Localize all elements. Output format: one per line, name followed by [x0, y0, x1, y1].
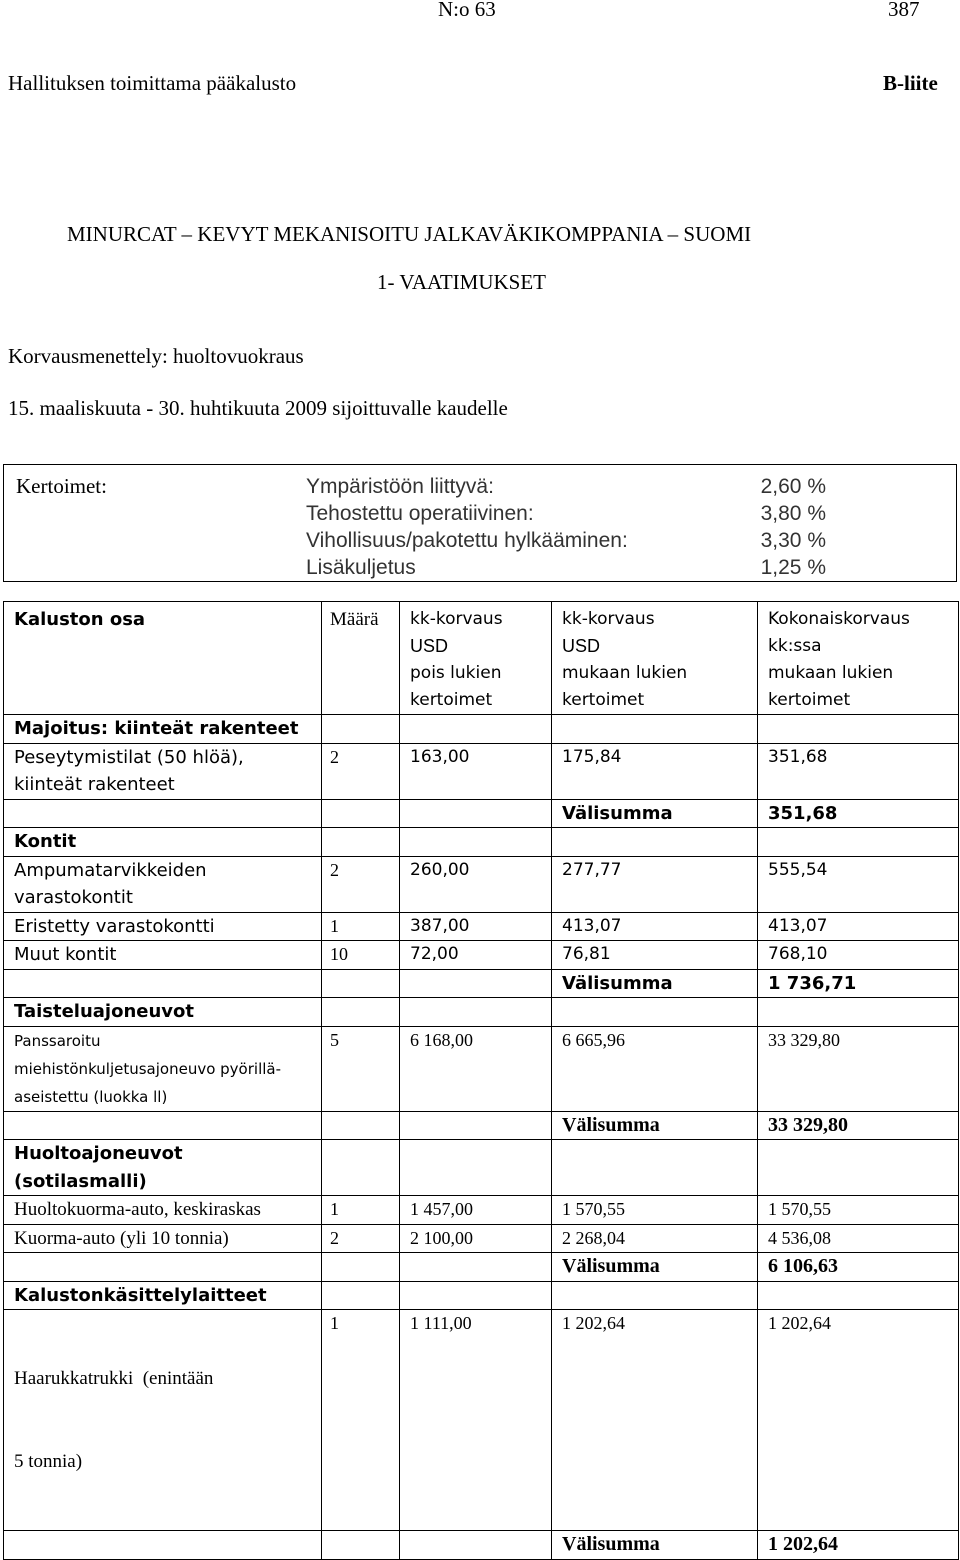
table-row	[4, 1224, 959, 1253]
item-rate: 387,00	[400, 912, 552, 941]
subtotal-label: Välisumma	[552, 1253, 758, 1282]
subtotal-label: Välisumma	[552, 969, 758, 998]
header-qty: Määrä	[322, 602, 400, 715]
item-total: 555,54	[758, 856, 959, 912]
item-total: 1 570,55	[758, 1196, 959, 1225]
item-rate: 6 168,00	[400, 1026, 552, 1111]
item-name: Peseytymistilat (50 hlöä), kiinteät rakenteet	[4, 743, 322, 799]
factors-table	[3, 464, 957, 582]
section-row	[4, 1281, 959, 1310]
item-qty: 2	[322, 743, 400, 799]
table-row	[4, 856, 959, 912]
item-qty: 1	[322, 1310, 400, 1531]
item-rate-incl: 76,81	[552, 941, 758, 970]
item-rate: 2 100,00	[400, 1224, 552, 1253]
subtotal-value: 6 106,63	[758, 1253, 959, 1282]
table-row	[4, 1196, 959, 1225]
header-rate-excl: kk-korvaus USD pois lukien kertoimet	[400, 602, 552, 715]
item-name: Muut kontit	[4, 941, 322, 970]
item-rate-incl: 1 202,64	[552, 1310, 758, 1531]
table-row	[4, 1026, 959, 1111]
subtotal-row	[4, 1531, 959, 1560]
item-total: 1 202,64	[758, 1310, 959, 1531]
table-row	[4, 941, 959, 970]
section-row	[4, 1140, 959, 1196]
table-row	[4, 912, 959, 941]
subtotal-value: 33 329,80	[758, 1111, 959, 1140]
document-number: N:o 63	[438, 0, 496, 21]
equipment-table	[3, 601, 959, 1560]
item-name: Eristetty varastokontti	[4, 912, 322, 941]
item-qty: 1	[322, 1196, 400, 1225]
section-title: Taisteluajoneuvot	[4, 998, 322, 1027]
factor-value: 3,80 %	[760, 502, 826, 525]
subtotal-row	[4, 1253, 959, 1282]
item-rate-incl: 6 665,96	[552, 1026, 758, 1111]
table-row	[4, 1310, 959, 1531]
factor-value: 2,60 %	[760, 475, 826, 498]
factor-value: 1,25 %	[760, 556, 826, 579]
table-row	[4, 743, 959, 799]
header-part: Kaluston osa	[4, 602, 322, 715]
header-rate-incl: kk-korvaus USD mukaan lukien kertoimet	[552, 602, 758, 715]
subtotal-row	[4, 969, 959, 998]
item-qty: 1	[322, 912, 400, 941]
item-rate: 260,00	[400, 856, 552, 912]
section-title: Huoltoajoneuvot (sotilasmalli)	[4, 1140, 322, 1196]
period-line: 15. maaliskuuta - 30. huhtikuuta 2009 sijoittuvalle kaudelle	[8, 396, 508, 420]
item-rate-incl: 175,84	[552, 743, 758, 799]
item-qty: 10	[322, 941, 400, 970]
factors-label: Kertoimet:	[16, 474, 107, 498]
item-rate: 72,00	[400, 941, 552, 970]
subtotal-label: Välisumma	[552, 1111, 758, 1140]
subtotal-value: 1 736,71	[758, 969, 959, 998]
item-rate: 163,00	[400, 743, 552, 799]
item-total: 33 329,80	[758, 1026, 959, 1111]
item-qty: 5	[322, 1026, 400, 1111]
subtotal-row	[4, 1111, 959, 1140]
factor-name: Ympäristöön liittyvä:	[306, 475, 494, 498]
subtotal-row	[4, 799, 959, 828]
item-name: Kuorma-auto (yli 10 tonnia)	[4, 1224, 322, 1253]
item-rate-incl: 1 570,55	[552, 1196, 758, 1225]
item-qty: 2	[322, 856, 400, 912]
appendix-label: B-liite	[883, 71, 938, 95]
header-total: Kokonaiskorvaus kk:ssa mukaan lukien kertoimet	[758, 602, 959, 715]
section-row	[4, 828, 959, 857]
section-row	[4, 998, 959, 1027]
publisher-line: Hallituksen toimittama pääkalusto	[8, 71, 297, 95]
section-title: Kalustonkäsittelylaitteet	[4, 1281, 322, 1310]
subtotal-value: 1 202,64	[758, 1531, 959, 1560]
item-name: Huoltokuorma-auto, keskiraskas	[4, 1196, 322, 1225]
item-total: 351,68	[758, 743, 959, 799]
item-rate-incl: 2 268,04	[552, 1224, 758, 1253]
table-header-row	[4, 602, 959, 715]
item-total: 768,10	[758, 941, 959, 970]
section-title: Kontit	[4, 828, 322, 857]
item-rate-incl: 413,07	[552, 912, 758, 941]
section-title: Majoitus: kiinteät rakenteet	[4, 715, 322, 744]
factor-name: Vihollisuus/pakotettu hylkääminen:	[306, 529, 628, 552]
subtotal-value: 351,68	[758, 799, 959, 828]
subtotal-label: Välisumma	[552, 1531, 758, 1560]
item-name: Panssaroitu miehistönkuljetusajoneuvo pyörillä- aseistettu (luokka ll)	[4, 1026, 322, 1111]
item-total: 413,07	[758, 912, 959, 941]
section-heading: 1- VAATIMUKSET	[377, 270, 546, 294]
item-rate: 1 111,00	[400, 1310, 552, 1531]
item-rate: 1 457,00	[400, 1196, 552, 1225]
factor-name: Tehostettu operatiivinen:	[306, 502, 534, 525]
compensation-method: Korvausmenettely: huoltovuokraus	[8, 344, 304, 368]
section-row	[4, 715, 959, 744]
item-total: 4 536,08	[758, 1224, 959, 1253]
item-name: Haarukkatrukki (enintään 5 tonnia)	[4, 1310, 322, 1531]
factor-name: Lisäkuljetus	[306, 556, 416, 579]
document-title: MINURCAT – KEVYT MEKANISOITU JALKAVÄKIKOMPPANIA – SUOMI	[67, 222, 752, 246]
item-rate-incl: 277,77	[552, 856, 758, 912]
item-qty: 2	[322, 1224, 400, 1253]
subtotal-label: Välisumma	[552, 799, 758, 828]
item-name: Ampumatarvikkeiden varastokontit	[4, 856, 322, 912]
page-number: 387	[888, 0, 920, 21]
factor-value: 3,30 %	[760, 529, 826, 552]
